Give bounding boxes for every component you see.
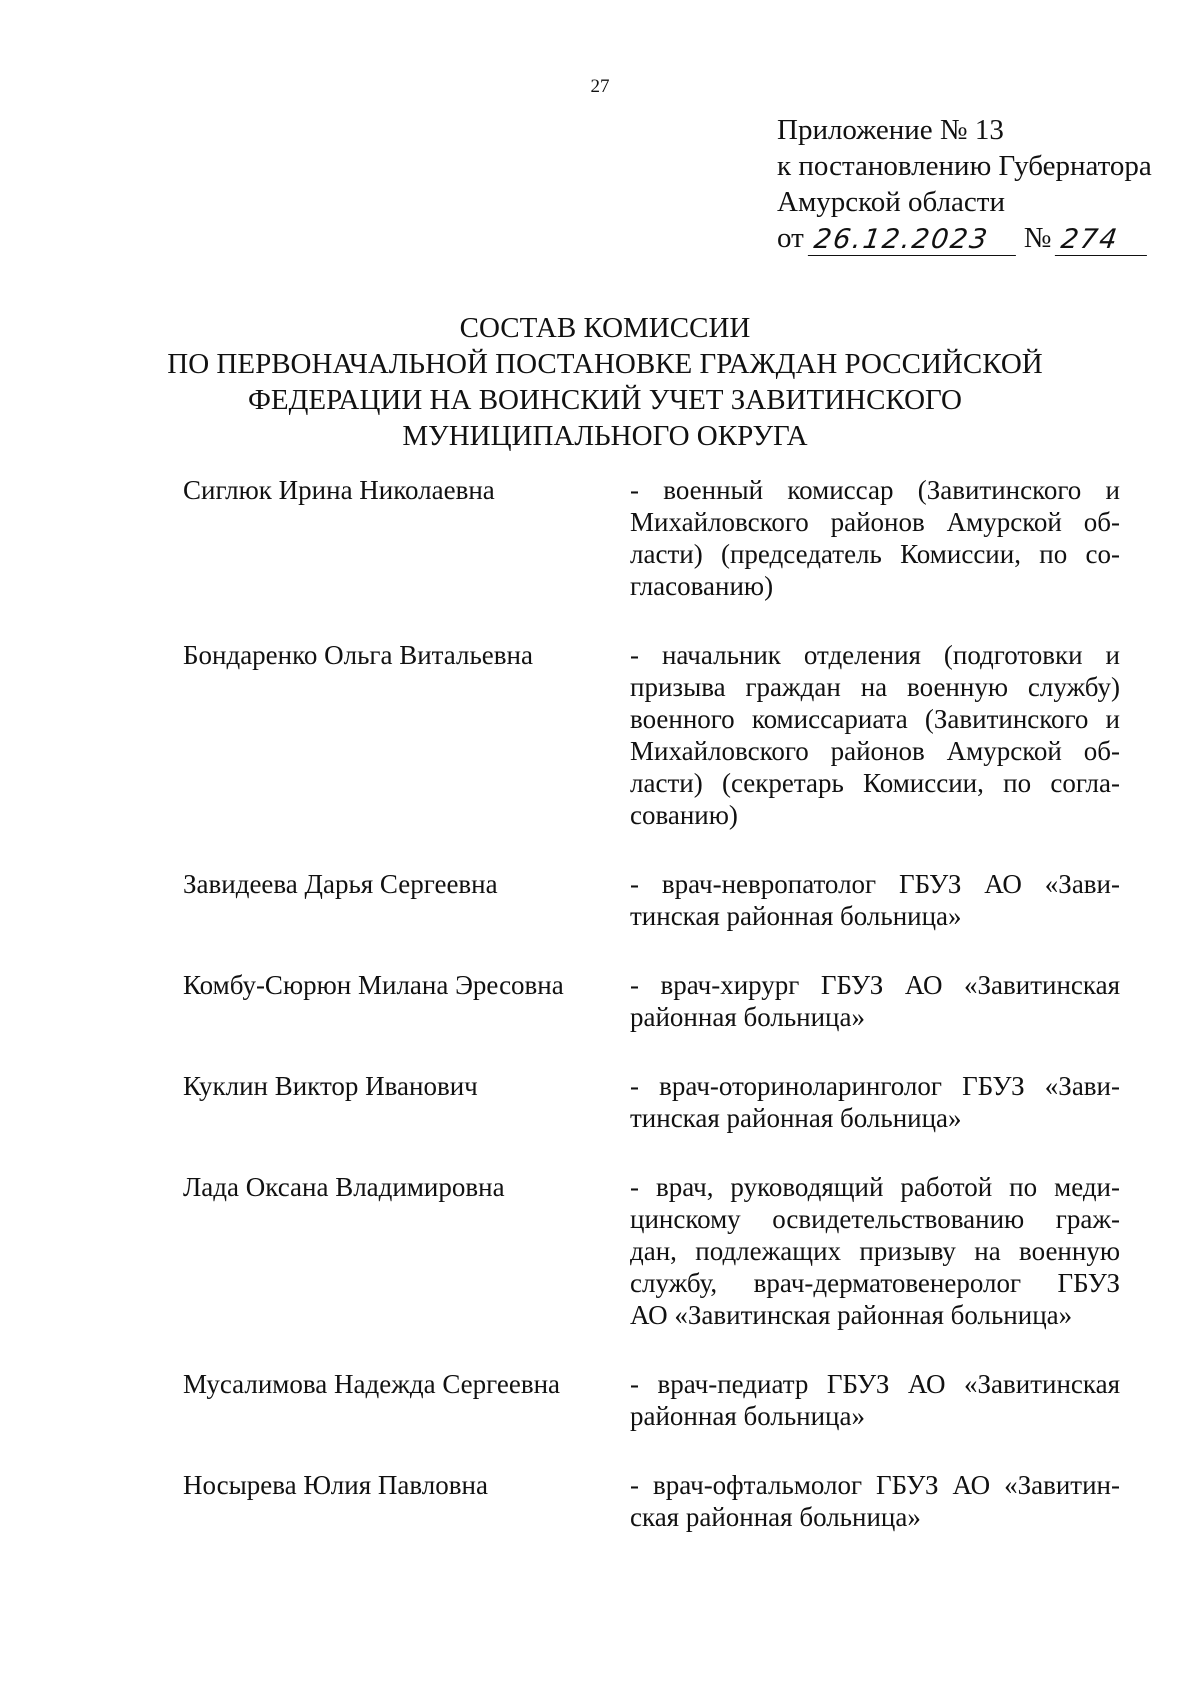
member-role-line: цинскому освидетельствованию граж-	[630, 1204, 1120, 1234]
member-row	[183, 1469, 1120, 1533]
member-row	[183, 1368, 1120, 1432]
number-sign: №	[1023, 222, 1052, 254]
member-name: Завидеева Дарья Сергеевна	[183, 869, 498, 899]
member-role-line: АО «Завитинская районная больница»	[630, 1300, 1073, 1330]
member-role-line: районная больница»	[630, 1002, 865, 1032]
member-role	[630, 1070, 1120, 1134]
commission-members-list	[183, 474, 1120, 1533]
member-role-line: военного комиссариата (Завитинского и	[630, 704, 1120, 734]
member-role-line: - начальник отделения (подготовки и	[630, 640, 1120, 670]
member-row	[183, 969, 1120, 1033]
member-role-line: Михайловского районов Амурской об-	[630, 736, 1120, 766]
member-role-line: службу, врач-дерматовенеролог ГБУЗ	[630, 1268, 1120, 1298]
member-role-line: гласованию)	[630, 571, 774, 601]
member-role	[630, 639, 1120, 831]
member-role-line: - врач-педиатр ГБУЗ АО «Завитинская	[630, 1369, 1120, 1399]
page-number: 27	[590, 76, 610, 97]
member-role-line: ласти) (секретарь Комиссии, по согла-	[630, 768, 1120, 798]
member-role-line: призыва граждан на военную службу)	[630, 672, 1120, 702]
member-role-line: - врач-хирург ГБУЗ АО «Завитинская	[630, 970, 1120, 1000]
appendix-line-1: Приложение № 13	[777, 114, 1004, 146]
member-name: Комбу-Сюрюн Милана Эресовна	[183, 970, 564, 1000]
member-role	[630, 1171, 1120, 1331]
member-row	[183, 474, 1120, 602]
member-role-line: районная больница»	[630, 1401, 865, 1431]
member-row	[183, 639, 1120, 831]
member-role-line: - врач-оториноларинголог ГБУЗ «Зави-	[630, 1071, 1120, 1101]
document-title	[140, 310, 1070, 454]
member-role	[630, 1469, 1120, 1533]
member-role	[630, 1368, 1120, 1432]
member-name: Куклин Виктор Иванович	[183, 1071, 478, 1101]
date-prefix: от	[777, 222, 804, 254]
title-line-4: МУНИЦИПАЛЬНОГО ОКРУГА	[402, 420, 808, 452]
handwritten-number: 274	[1055, 225, 1151, 256]
member-role-line: тинская районная больница»	[630, 901, 962, 931]
appendix-date-line	[777, 220, 1152, 256]
member-role-line: сованию)	[630, 800, 738, 830]
member-role	[630, 474, 1120, 602]
title-line-3: ФЕДЕРАЦИИ НА ВОИНСКИЙ УЧЕТ ЗАВИТИНСКОГО	[248, 384, 962, 416]
appendix-header	[777, 112, 1152, 256]
member-role-line: ская районная больница»	[630, 1502, 921, 1532]
member-role-line: - врач, руководящий работой по меди-	[630, 1172, 1120, 1202]
title-line-2: ПО ПЕРВОНАЧАЛЬНОЙ ПОСТАНОВКЕ ГРАЖДАН РОССИЙСКОЙ	[167, 348, 1043, 380]
member-role-line: - военный комиссар (Завитинского и	[630, 475, 1120, 505]
member-name: Мусалимова Надежда Сергеевна	[183, 1369, 561, 1399]
member-role-line: - врач-офтальмолог ГБУЗ АО «Завитин-	[630, 1470, 1120, 1500]
member-role-line: тинская районная больница»	[630, 1103, 962, 1133]
handwritten-date: 26.12.2023	[808, 225, 1020, 256]
member-row	[183, 868, 1120, 932]
title-line-1: СОСТАВ КОМИССИИ	[459, 312, 751, 344]
appendix-line-2: к постановлению Губернатора	[777, 150, 1152, 182]
member-name: Носырева Юлия Павловна	[183, 1470, 488, 1500]
member-name: Сиглюк Ирина Николаевна	[183, 475, 495, 505]
appendix-line-3: Амурской области	[777, 186, 1005, 218]
member-role-line: дан, подлежащих призыву на военную	[630, 1236, 1120, 1266]
member-name: Бондаренко Ольга Витальевна	[183, 640, 533, 670]
member-role-line: - врач-невропатолог ГБУЗ АО «Зави-	[630, 869, 1120, 899]
member-row	[183, 1171, 1120, 1331]
member-role	[630, 868, 1120, 932]
member-row	[183, 1070, 1120, 1134]
member-role-line: Михайловского районов Амурской об-	[630, 507, 1120, 537]
member-role-line: ласти) (председатель Комиссии, по со-	[630, 539, 1120, 569]
member-role	[630, 969, 1120, 1033]
member-name: Лада Оксана Владимировна	[183, 1172, 505, 1202]
